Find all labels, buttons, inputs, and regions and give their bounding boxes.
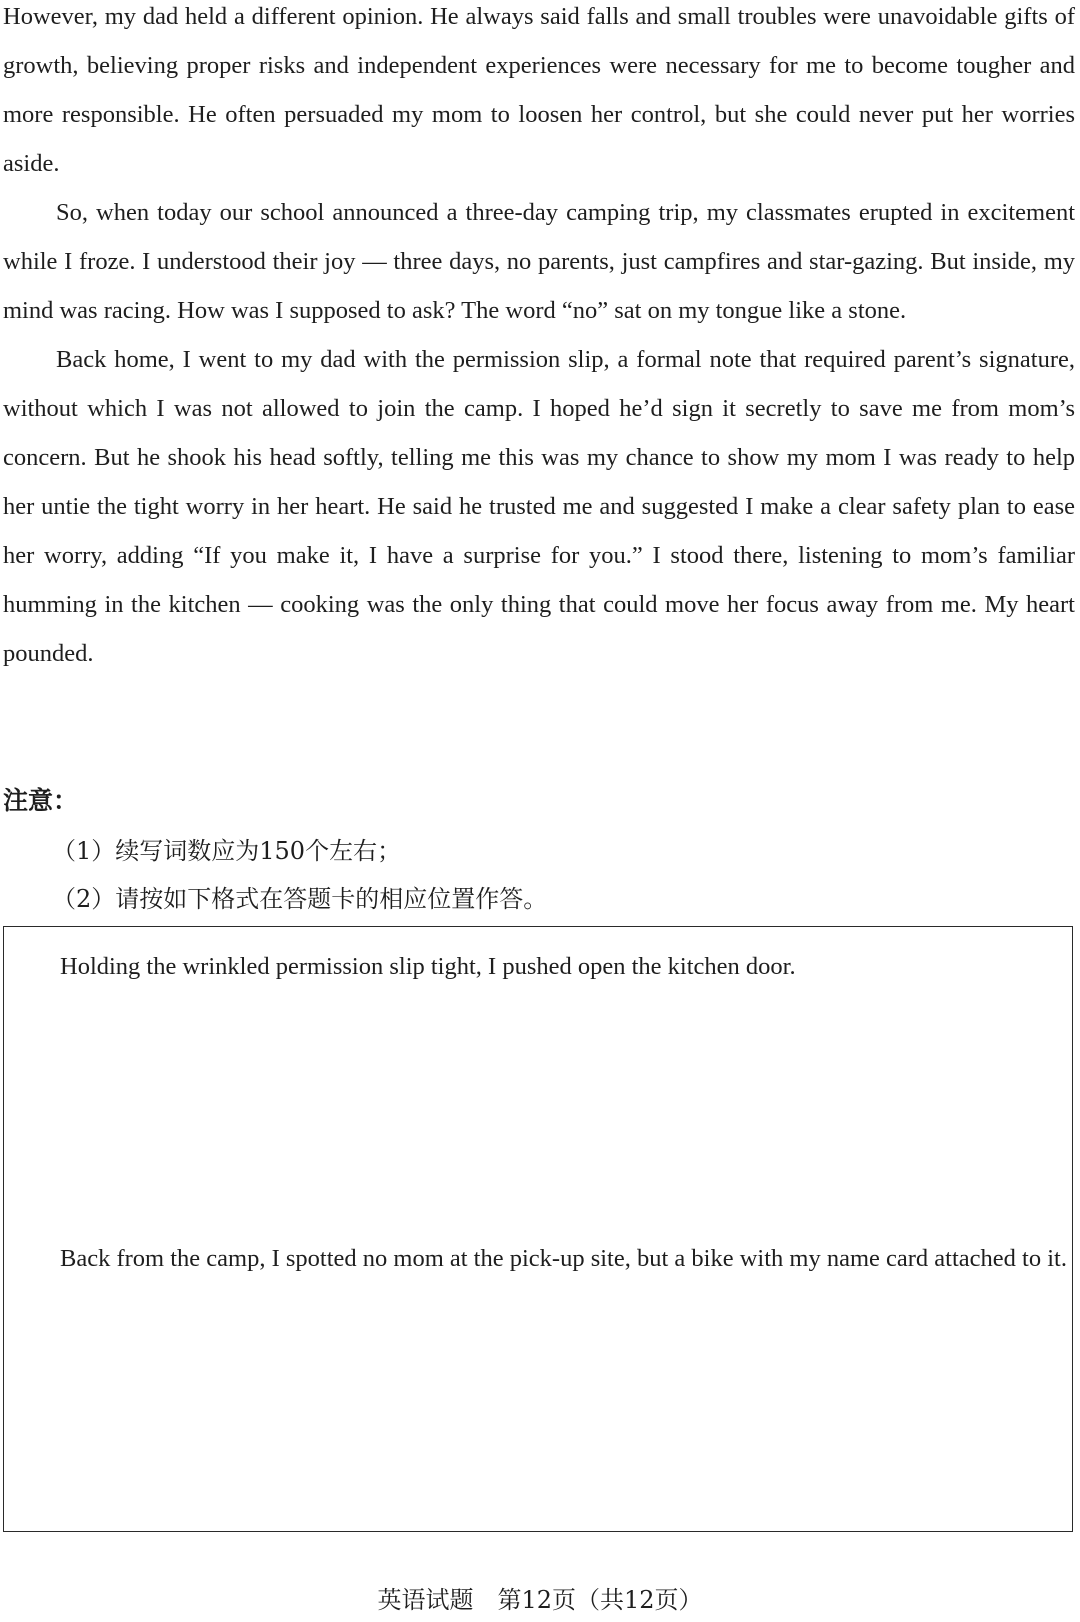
notes-list [52,827,547,923]
page-footer: 英语试题 第12页（共12页） [377,1586,703,1614]
passage-paragraph-3: Back home, I went to my dad with the permission slip, a formal note that required parent’s signature, without which I was not allowed to join the camp. I hoped he’d sign it secretly to save me from mom’s concern. But he shook his head softly, telling me this was my chance to show my mom I was ready to help her untie the tight worry in her heart. He said he trusted me and suggested I make a clear safety plan to ease her worry, adding “If you make it, I have a surprise for you.” I stood there, listening to mom’s familiar humming in the kitchen — cooking was the only thing that could move her focus away from me. My heart pounded. [3,346,1075,667]
note-item-answer-format: （2）请按如下格式在答题卡的相应位置作答。 [52,885,548,913]
passage-paragraph-2: So, when today our school announced a three-day camping trip, my classmates erupted in excitement while I froze. I understood their joy — three days, no parents, just campfires and star-gazing. But inside, my mind was racing. How was I supposed to ask? The word “no” sat on my tongue like a stone. [3,199,1075,324]
continuation-prompt-2: Back from the camp, I spotted no mom at the pick-up site, but a bike with my name card attached to it. [60,1245,1067,1272]
answer-format-box [3,926,1073,1532]
note-item-word-count: （1）续写词数应为150个左右； [52,837,402,865]
story-passage [3,0,1075,678]
continuation-prompt-1: Holding the wrinkled permission slip tight, I pushed open the kitchen door. [60,953,796,980]
passage-paragraph-1: However, my dad held a different opinion. He always said falls and small troubles were unavoidable gifts of growth, believing proper risks and independent experiences were necessary for me to become tougher and more responsible. He often persuaded my mom to loosen her control, but she could never put her worries aside. [3,3,1075,177]
notes-heading: 注意： [3,786,79,815]
